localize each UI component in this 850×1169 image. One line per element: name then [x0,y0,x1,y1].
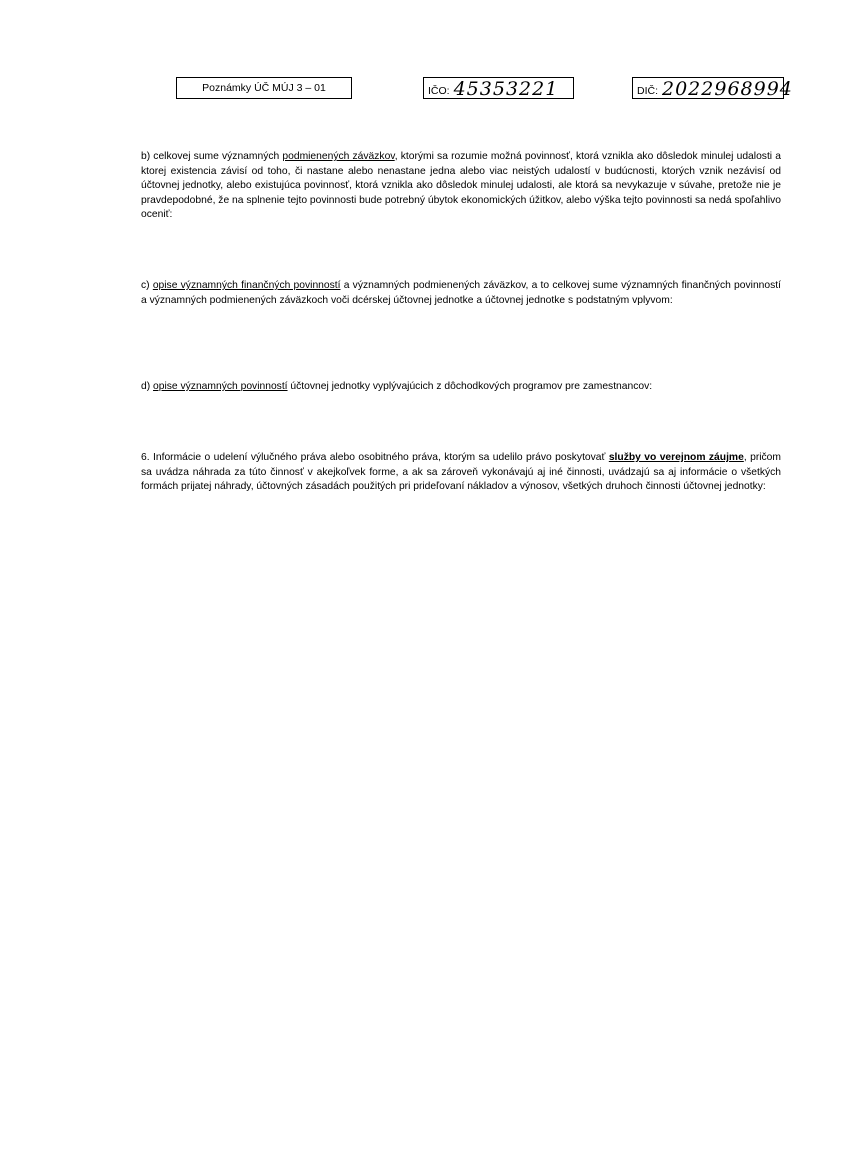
ico-box [423,77,574,99]
section-6-text: , pričom sa uvádza náhrada za túto činnosť v akejkoľvek forme, a ak sa zároveň vykonávajú aj iné činnosti, uvádzajú sa aj informácie o všetkých formách prijatej náhrady, účtovných zásadách použitých pri prideľovaní nákladov a výnosov, všetkých druhoch činnosti účtovnej jednotky: [141,452,781,493]
form-code-label: Poznámky ÚČ MÚJ 3 – 01 [202,82,326,94]
section-d-term: opise významných povinností [153,381,288,392]
section-c-paragraph [141,279,781,308]
form-code-box [176,77,352,99]
section-b-lead: b) celkovej sume významných [141,151,283,162]
section-b-text: , ktorými sa rozumie možná povinnosť, ktorá vznikla ako dôsledok minulej udalosti a ktorej existencia závisí od toho, či nastane alebo nenastane jedna alebo viac neistých udalostí v budúcnosti, ktorých vznik nezávisí od účtovnej jednotky, alebo existujúca povinnosť, ktorá vznikla ako dôsledok minulej udalosti, ale ktorá sa nevykazuje v súvahe, pretože nie je pravdepodobné, že na splnenie tejto povinnosti bude potrebný úbytok ekonomických úžitkov, alebo výška tejto povinnosti sa nedá spoľahlivo oceniť: [141,151,781,221]
ico-label: IČO: [428,85,450,97]
section-c-term: opise významných finančných povinností [152,280,341,291]
section-d-paragraph [141,380,781,395]
section-6-paragraph [141,451,781,495]
section-c-text: a významných podmienených záväzkov, a to celkovej sume významných finančných povinností a významných podmienených záväzkoch voči dcérskej účtovnej jednotke a účtovnej jednotke s podstatným vplyvom: [141,280,781,306]
section-c-lead: c) [141,280,153,291]
dic-value: 2022968994 [662,78,793,100]
section-6-lead: 6. Informácie o udelení výlučného práva alebo osobitného práva, ktorým sa udelilo právo poskytovať [141,452,609,463]
dic-box [632,77,793,100]
section-b-paragraph [141,150,781,223]
section-6-term: služby vo verejnom záujme [608,452,744,463]
section-b-term: podmienených záväzkov [282,151,395,162]
ico-value: 45353221 [453,78,559,100]
section-d-text: účtovnej jednotky vyplývajúcich z dôchodkových programov pre zamestnancov: [287,381,653,392]
section-d-lead: d) [141,381,154,392]
dic-label: DIČ: [637,85,658,97]
